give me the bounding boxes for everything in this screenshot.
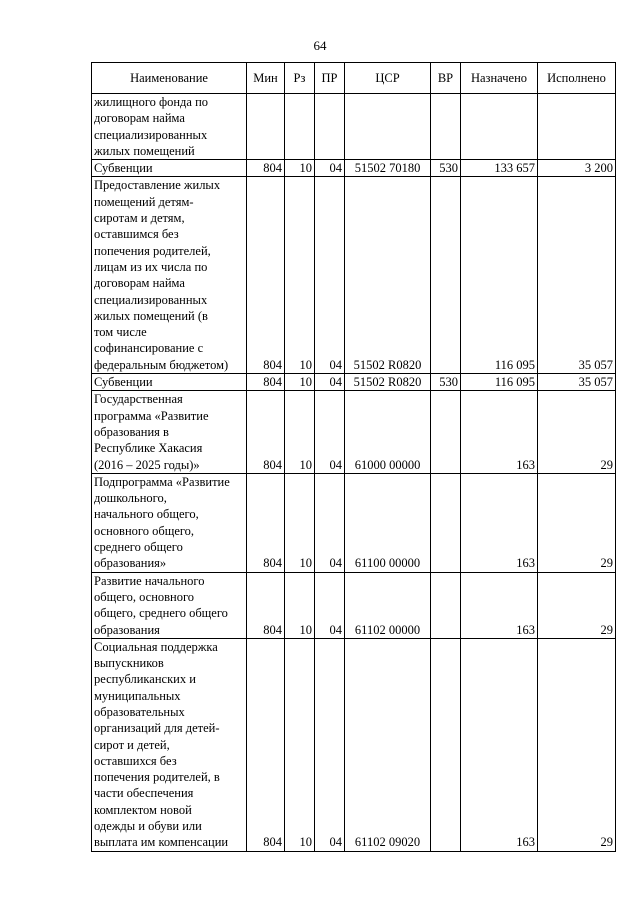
name-line: Предоставление жилых [94,178,221,193]
name-line: муниципальных [94,688,181,703]
name-line: жилых помещений [94,143,195,158]
name-line: организаций для детей- [94,721,220,736]
cell-rz: 10 [285,391,315,473]
name-line: договорам найма [94,111,185,126]
name-line: том числе [94,325,147,340]
cell-pr: 04 [315,391,345,473]
name-line: помещений детям- [94,194,194,209]
name-line: жилищного фонда по [94,95,209,109]
cell-min: 804 [247,160,285,177]
cell-rz: 10 [285,177,315,374]
cell-assigned [461,94,538,160]
cell-assigned: 133 657 [461,160,538,177]
table-row [92,94,616,160]
cell-min [247,94,285,160]
cell-name [92,374,247,391]
name-line: выплата им компенсации [94,835,229,850]
cell-pr: 04 [315,374,345,391]
name-line: Подпрограмма «Развитие [94,474,230,489]
name-line: Государственная [94,392,183,407]
name-line: части обеспечения [94,786,194,801]
name-line: Субвенции [94,375,153,390]
cell-min: 804 [247,177,285,374]
cell-min: 804 [247,473,285,572]
cell-min: 804 [247,638,285,851]
name-line: одежды и обуви или [94,819,202,834]
cell-executed: 35 057 [538,177,616,374]
header-row [92,63,616,94]
name-line: жилых помещений (в [94,308,208,323]
table-row [92,391,616,473]
name-line: федеральным бюджетом) [94,357,229,372]
cell-rz: 10 [285,160,315,177]
cell-name [92,638,247,851]
name-line: Социальная поддержка [94,639,218,654]
name-line: Республике Хакасия [94,441,203,456]
cell-name [92,94,247,160]
table-row [92,160,616,177]
cell-name [92,572,247,638]
cell-csr: 51502 R0820 [345,177,431,374]
cell-csr: 61102 00000 [345,572,431,638]
header-min: Мин [247,63,285,94]
name-line: лицам из их числа по [94,259,208,274]
cell-rz [285,94,315,160]
cell-min: 804 [247,391,285,473]
name-line: образования в [94,424,169,439]
name-line: образовательных [94,704,185,719]
name-line: среднего общего [94,540,183,555]
cell-executed [538,94,616,160]
cell-executed: 29 [538,572,616,638]
cell-executed: 29 [538,391,616,473]
header-executed: Исполнено [538,63,616,94]
cell-vr [431,473,461,572]
page-number: 64 [313,38,327,53]
cell-csr: 51502 70180 [345,160,431,177]
cell-pr: 04 [315,473,345,572]
name-line: основного общего, [94,523,195,538]
name-line: оставшихся без [94,753,177,768]
cell-name [92,473,247,572]
cell-min: 804 [247,572,285,638]
name-line: оставшимся без [94,227,179,242]
cell-min: 804 [247,374,285,391]
cell-assigned: 163 [461,572,538,638]
cell-executed: 3 200 [538,160,616,177]
name-line: выпускников [94,656,164,671]
table-row [92,638,616,851]
header-rz: Рз [285,63,315,94]
cell-executed: 35 057 [538,374,616,391]
cell-name [92,177,247,374]
cell-assigned: 163 [461,638,538,851]
name-line: попечения родителей, в [94,770,220,785]
header-name: Наименование [92,63,247,94]
cell-vr [431,572,461,638]
table-row [92,374,616,391]
cell-executed: 29 [538,638,616,851]
name-line: специализированных [94,127,208,142]
cell-assigned: 163 [461,391,538,473]
cell-csr: 61000 00000 [345,391,431,473]
name-line: (2016 – 2025 годы)» [94,457,200,472]
name-line: софинансирование с [94,341,204,356]
cell-csr: 61100 00000 [345,473,431,572]
name-line: общего, основного [94,589,195,604]
cell-pr: 04 [315,160,345,177]
cell-name [92,391,247,473]
cell-rz: 10 [285,473,315,572]
cell-vr: 530 [431,160,461,177]
header-assigned: Назначено [461,63,538,94]
name-line: республиканских и [94,672,196,687]
cell-assigned: 163 [461,473,538,572]
table-row [92,473,616,572]
header-csr: ЦСР [345,63,431,94]
header-pr: ПР [315,63,345,94]
cell-vr [431,638,461,851]
cell-executed: 29 [538,473,616,572]
name-line: сирот и детей, [94,737,170,752]
cell-rz: 10 [285,374,315,391]
name-line: попечения родителей, [94,243,211,258]
name-line: общего, среднего общего [94,606,228,621]
cell-assigned: 116 095 [461,374,538,391]
name-line: начального общего, [94,507,199,522]
budget-table [91,62,616,852]
cell-pr: 04 [315,638,345,851]
name-line: договорам найма [94,276,185,291]
cell-pr: 04 [315,572,345,638]
cell-rz: 10 [285,638,315,851]
cell-assigned: 116 095 [461,177,538,374]
cell-name [92,160,247,177]
cell-csr: 61102 09020 [345,638,431,851]
name-line: образования» [94,556,167,571]
name-line: программа «Развитие [94,408,209,423]
cell-vr [431,391,461,473]
name-line: комплектом новой [94,802,192,817]
cell-vr [431,94,461,160]
cell-rz: 10 [285,572,315,638]
name-line: Развитие начального [94,573,205,588]
name-line: Субвенции [94,161,153,176]
cell-pr: 04 [315,177,345,374]
header-vr: ВР [431,63,461,94]
name-line: дошкольного, [94,491,167,506]
table-row [92,177,616,374]
cell-csr [345,94,431,160]
table-row [92,572,616,638]
cell-vr: 530 [431,374,461,391]
name-line: сиротам и детям, [94,211,185,226]
name-line: образования [94,622,160,637]
cell-csr: 51502 R0820 [345,374,431,391]
cell-vr [431,177,461,374]
name-line: специализированных [94,292,208,307]
cell-pr [315,94,345,160]
